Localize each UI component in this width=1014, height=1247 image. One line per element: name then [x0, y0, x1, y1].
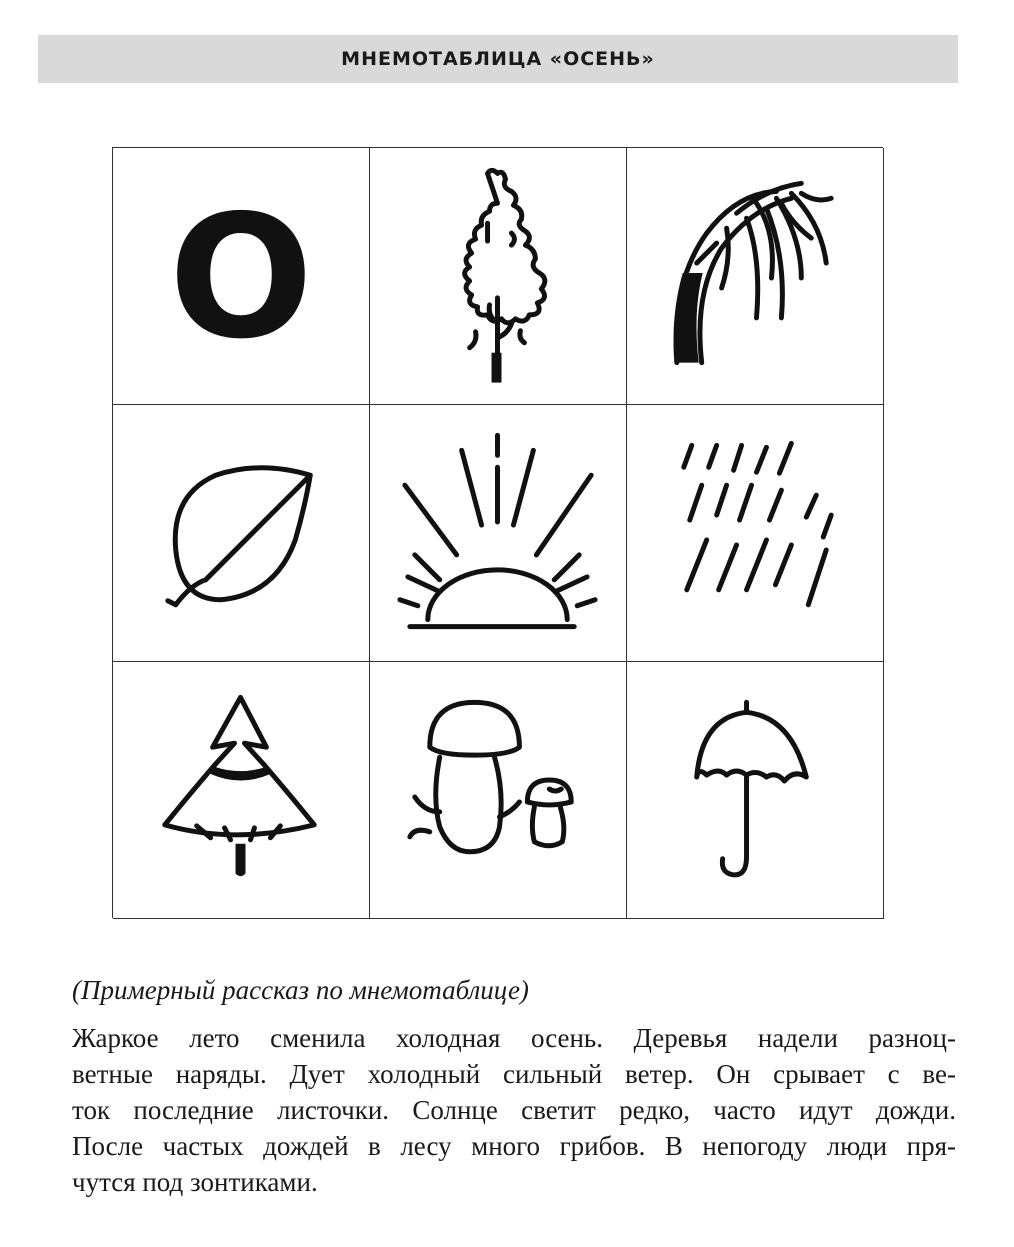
story-caption: (Примерный рассказ по мнемотаблице)	[72, 975, 529, 1005]
leaf-icon	[113, 405, 369, 662]
story-line: Жаркое лето сменила холодная осень. Деревья надели разноц-	[72, 1023, 956, 1053]
setting-sun-icon	[370, 405, 626, 662]
table-cell	[113, 662, 370, 919]
table-cell	[370, 405, 627, 662]
page-title: МНЕМОТАБЛИЦА «ОСЕНЬ»	[38, 35, 958, 83]
letter-o-icon	[141, 176, 341, 376]
story-line: ветные наряды. Дует холодный сильный ветер. Он срывает с ве-	[72, 1059, 956, 1089]
story-line: После частых дождей в лесу много грибов. В непогоду люди пря-	[72, 1131, 956, 1161]
story-line: чутся под зонтиками.	[72, 1167, 318, 1197]
table-cell	[627, 148, 884, 405]
fir-tree-icon	[113, 662, 369, 919]
table-cell	[370, 662, 627, 919]
mushrooms-icon	[370, 662, 626, 919]
rain-icon	[627, 405, 883, 662]
table-cell	[113, 405, 370, 662]
bent-tree-wind-icon	[627, 148, 883, 405]
table-cell	[627, 405, 884, 662]
svg-text:О: О	[168, 179, 314, 376]
story-text	[72, 1020, 956, 1200]
umbrella-icon	[627, 662, 883, 919]
mnemonic-table	[112, 147, 883, 918]
table-cell	[627, 662, 884, 919]
autumn-tree-icon	[370, 148, 626, 405]
table-cell	[113, 148, 370, 405]
table-cell	[370, 148, 627, 405]
story-line: ток последние листочки. Солнце светит редко, часто идут дожди.	[72, 1095, 956, 1125]
